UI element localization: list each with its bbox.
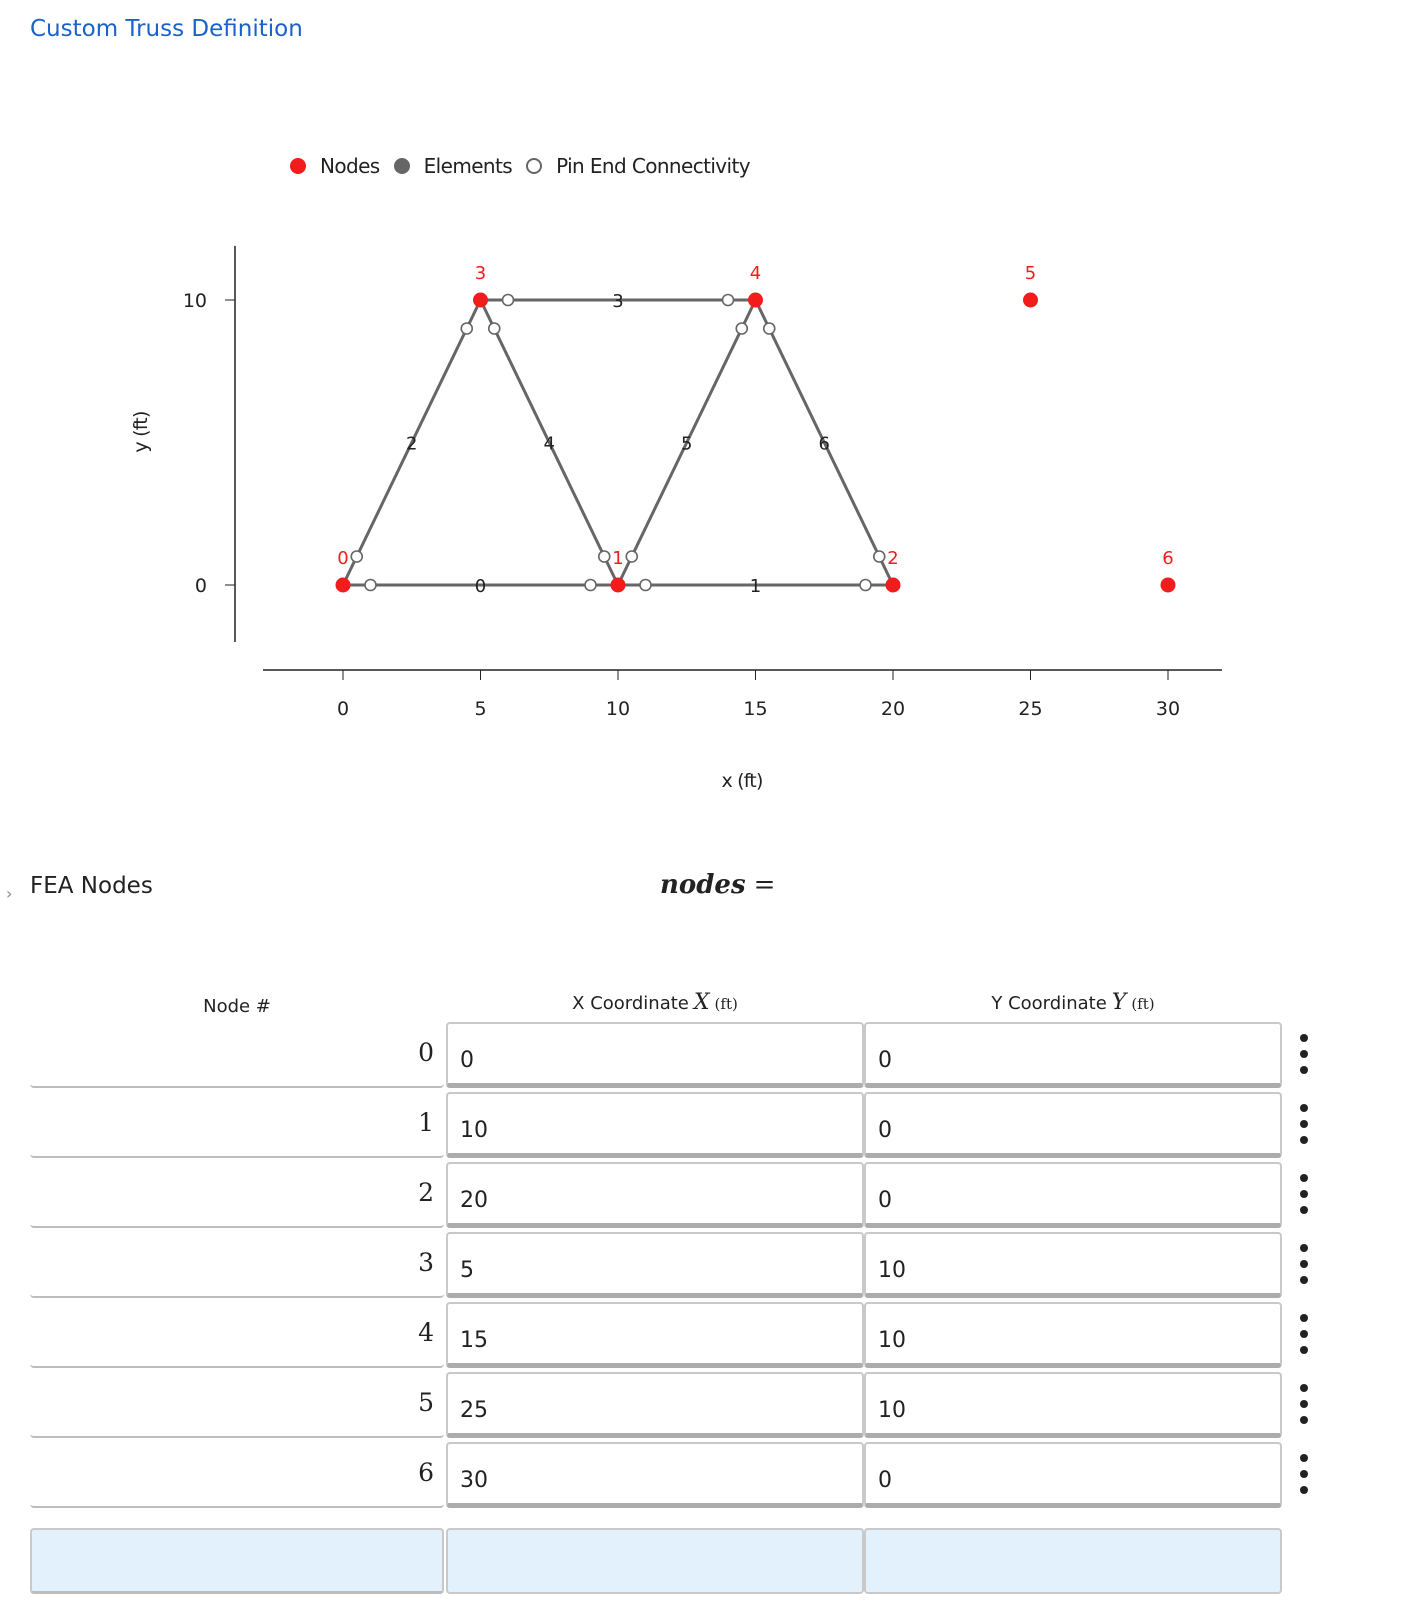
new-row-index-input[interactable] — [30, 1528, 444, 1594]
page-title: Custom Truss Definition — [30, 16, 303, 42]
pin-end-marker — [351, 551, 362, 562]
x-header-prefix: X Coordinate — [572, 993, 689, 1014]
x-tick-label: 10 — [605, 698, 631, 720]
element-label: 0 — [474, 576, 487, 597]
x-tick-label: 5 — [474, 698, 487, 720]
y-tick-label: 10 — [182, 290, 207, 312]
section-title[interactable]: FEA Nodes — [30, 873, 153, 899]
node-label: 3 — [474, 263, 487, 284]
node-label: 2 — [887, 548, 899, 569]
x-tick-label: 30 — [1155, 698, 1181, 720]
node-label: 4 — [749, 263, 762, 284]
legend-pins-label: Pin End Connectivity — [556, 154, 750, 178]
y-coordinate-input[interactable]: 10 — [864, 1372, 1282, 1438]
pin-end-marker — [874, 551, 885, 562]
pin-end-marker — [640, 580, 651, 591]
y-coordinate-input[interactable]: 10 — [864, 1302, 1282, 1368]
math-var: nodes — [660, 870, 746, 900]
element-label: 5 — [681, 433, 693, 455]
pin-end-marker — [365, 580, 376, 591]
table-row — [0, 1092, 1402, 1162]
new-row — [0, 1528, 1402, 1598]
pin-end-marker — [585, 580, 596, 591]
y-header-var: Y — [1111, 990, 1127, 1015]
row-index: 6 — [30, 1442, 444, 1508]
element-label: 2 — [406, 433, 418, 455]
table-row — [0, 1302, 1402, 1372]
table-row — [0, 1442, 1402, 1512]
table-row — [0, 1232, 1402, 1302]
x-tick-label: 15 — [743, 698, 768, 720]
node-marker — [336, 578, 351, 593]
x-tick-label: 25 — [1018, 698, 1043, 720]
y-tick-label: 0 — [194, 575, 207, 597]
element-label: 3 — [612, 291, 624, 312]
pin-end-marker — [599, 551, 610, 562]
node-label: 0 — [337, 548, 349, 569]
pin-end-marker — [764, 323, 775, 334]
x-axis-label: x (ft) — [721, 770, 763, 792]
row-menu-icon[interactable] — [1297, 1174, 1311, 1214]
node-marker — [1161, 578, 1176, 593]
y-header-prefix: Y Coordinate — [991, 993, 1107, 1014]
node-marker — [886, 578, 901, 593]
y-coordinate-input[interactable]: 10 — [864, 1232, 1282, 1298]
node-label: 6 — [1162, 548, 1174, 569]
row-menu-icon[interactable] — [1297, 1384, 1311, 1424]
row-index: 2 — [30, 1162, 444, 1228]
y-coordinate-input[interactable]: 0 — [864, 1162, 1282, 1228]
table-row — [0, 1162, 1402, 1232]
row-index: 4 — [30, 1302, 444, 1368]
row-index: 5 — [30, 1372, 444, 1438]
row-menu-icon[interactable] — [1297, 1244, 1311, 1284]
node-label: 5 — [1024, 263, 1037, 284]
node-marker — [473, 293, 488, 308]
node-marker — [611, 578, 626, 593]
row-menu-icon[interactable] — [1297, 1034, 1311, 1074]
y-coordinate-input[interactable]: 0 — [864, 1442, 1282, 1508]
x-coordinate-input[interactable]: 5 — [446, 1232, 864, 1298]
element-label: 4 — [543, 433, 555, 455]
x-tick-label: 0 — [336, 698, 350, 720]
x-coordinate-input[interactable]: 0 — [446, 1022, 864, 1088]
row-index: 3 — [30, 1232, 444, 1298]
table-row — [0, 1372, 1402, 1442]
x-coordinate-input[interactable]: 20 — [446, 1162, 864, 1228]
row-menu-icon[interactable] — [1297, 1314, 1311, 1354]
x-coordinate-input[interactable]: 10 — [446, 1092, 864, 1158]
pin-end-marker — [723, 295, 734, 306]
legend-nodes-label: Nodes — [320, 154, 380, 178]
new-row-x-input[interactable] — [446, 1528, 864, 1594]
column-header-index: Node # — [203, 996, 271, 1017]
column-header-x — [446, 990, 864, 1015]
node-marker — [1023, 293, 1038, 308]
column-header-y — [864, 990, 1282, 1015]
pin-end-marker — [461, 323, 472, 334]
row-menu-icon[interactable] — [1297, 1104, 1311, 1144]
y-coordinate-input[interactable]: 0 — [864, 1022, 1282, 1088]
pin-end-marker — [503, 295, 514, 306]
pin-end-marker — [736, 323, 747, 334]
x-tick-label: 20 — [880, 698, 906, 720]
chevron-right-icon[interactable]: › — [6, 884, 13, 903]
y-axis-label: y (ft) — [130, 411, 152, 453]
y-coordinate-input[interactable]: 0 — [864, 1092, 1282, 1158]
math-label — [660, 870, 775, 900]
pin-end-marker — [489, 323, 500, 334]
pin-end-marker — [626, 551, 637, 562]
node-marker — [748, 293, 763, 308]
row-menu-icon[interactable] — [1297, 1454, 1311, 1494]
x-header-unit: (ft) — [714, 995, 738, 1013]
new-row-y-input[interactable] — [864, 1528, 1282, 1594]
row-index: 1 — [30, 1092, 444, 1158]
x-coordinate-input[interactable]: 15 — [446, 1302, 864, 1368]
legend-elements-label: Elements — [423, 154, 513, 178]
x-coordinate-input[interactable]: 25 — [446, 1372, 864, 1438]
math-eq: = — [753, 870, 776, 900]
element-label: 6 — [818, 433, 830, 455]
element-label: 1 — [749, 576, 762, 597]
row-index: 0 — [30, 1022, 444, 1088]
node-label: 1 — [612, 548, 624, 569]
x-coordinate-input[interactable]: 30 — [446, 1442, 864, 1508]
table-row — [0, 1022, 1402, 1092]
pin-end-marker — [860, 580, 871, 591]
y-header-unit: (ft) — [1131, 995, 1155, 1013]
x-header-var: X — [693, 990, 710, 1015]
